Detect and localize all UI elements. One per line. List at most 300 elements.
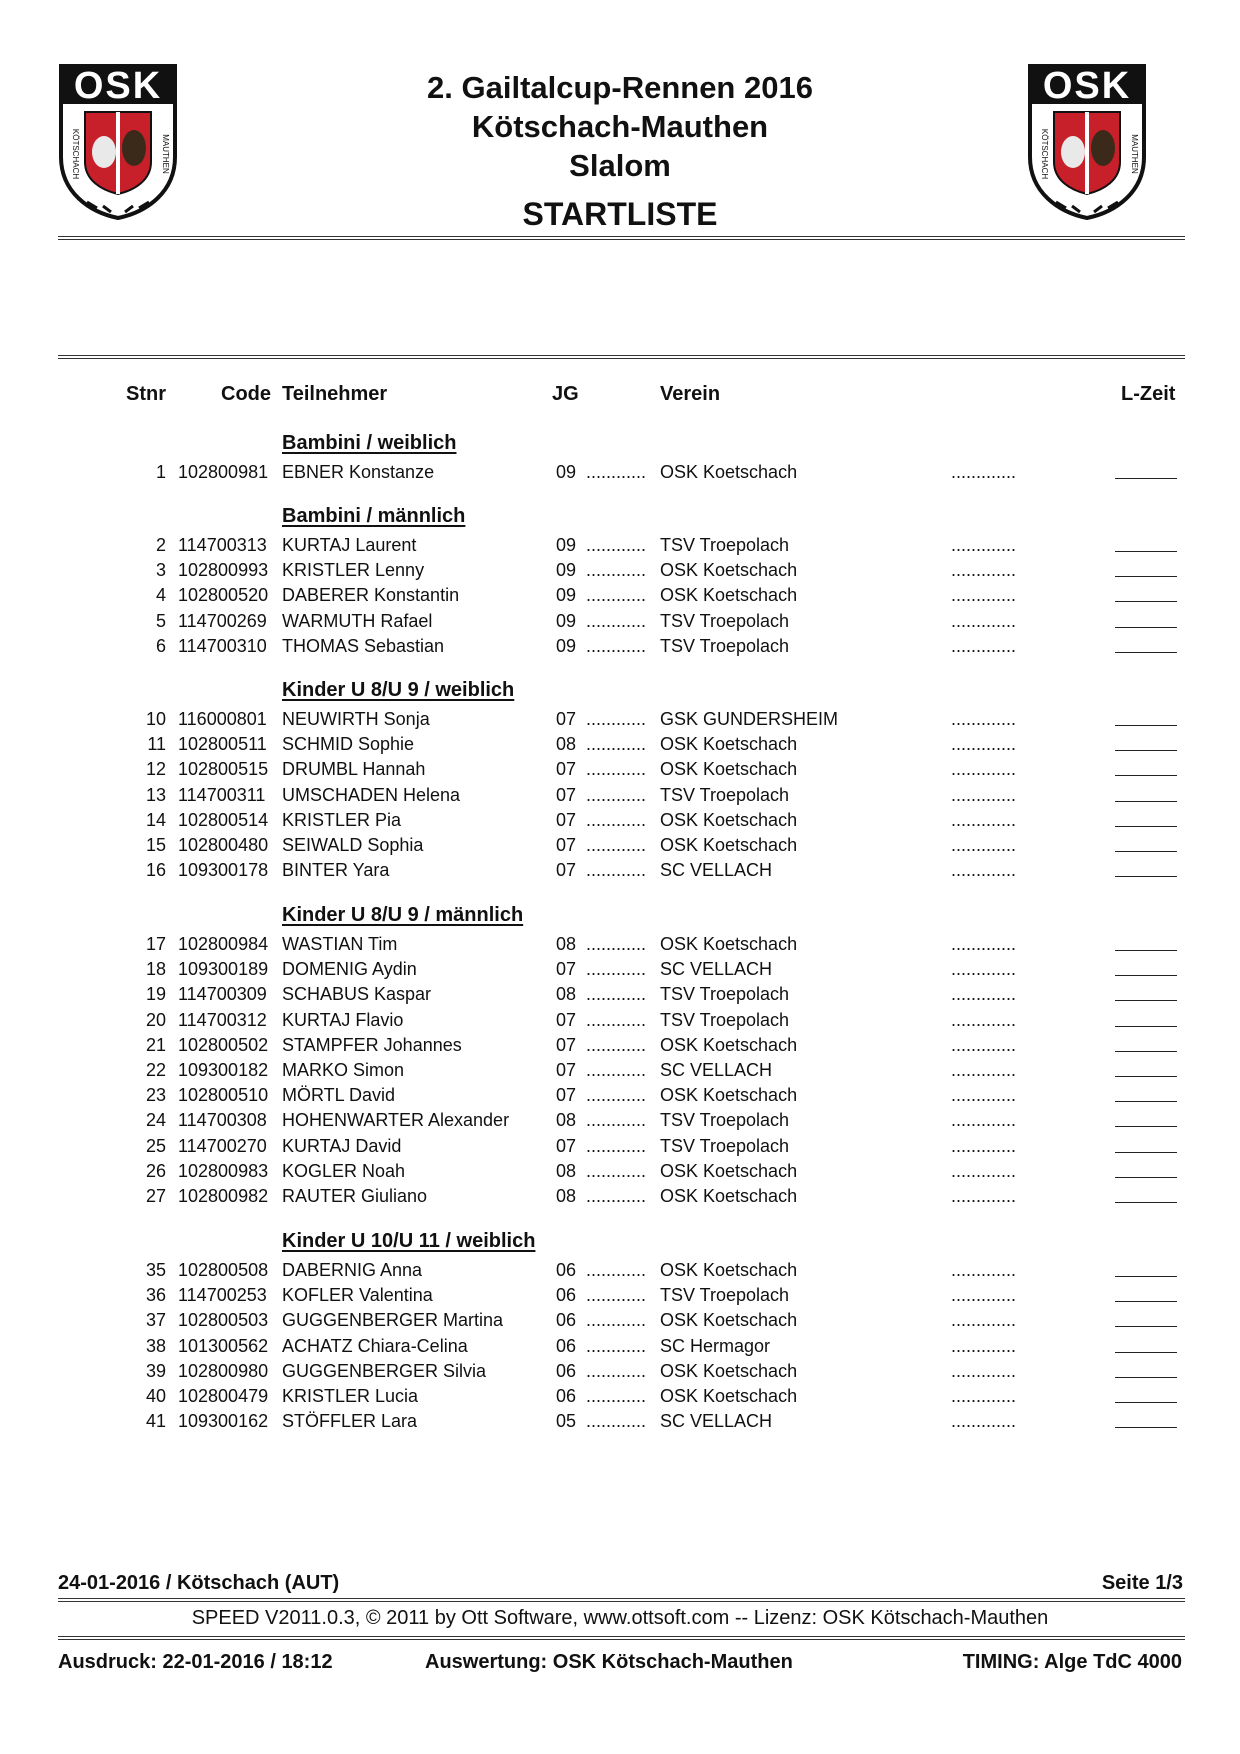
- time-entry-line: [1115, 950, 1177, 951]
- club-name: OSK Koetschach: [660, 759, 798, 780]
- category-heading: Kinder U 8/U 9 / weiblich: [282, 679, 515, 701]
- start-number: 37: [145, 1310, 166, 1331]
- club-name: SC Hermagor: [660, 1335, 771, 1356]
- svg-text:MAUTHEN: MAUTHEN: [1130, 134, 1139, 174]
- time-entry-line: [1115, 1276, 1177, 1277]
- birth-year: 07: [556, 860, 577, 881]
- list-item: [0, 1336, 1240, 1361]
- list-item: [0, 1035, 1240, 1060]
- svg-text:OSK: OSK: [73, 65, 163, 107]
- start-number: 18: [145, 959, 166, 980]
- athlete-name: KOFLER Valentina: [282, 1285, 433, 1306]
- dotted-leader: ............: [586, 1310, 647, 1331]
- club-name: TSV Troepolach: [660, 784, 790, 805]
- club-name: TSV Troepolach: [660, 535, 790, 555]
- dotted-leader: ............: [586, 1085, 647, 1106]
- athlete-name: UMSCHADEN Helena: [282, 784, 461, 805]
- list-item: [0, 1085, 1240, 1110]
- birth-year: 09: [556, 585, 577, 606]
- birth-year: 06: [556, 1310, 577, 1331]
- list-item: [0, 636, 1240, 661]
- footer-divider-bottom: [58, 1636, 1185, 1640]
- time-entry-line: [1115, 478, 1177, 479]
- dotted-leader: ............: [586, 1411, 647, 1432]
- club-name: OSK Koetschach: [660, 585, 798, 606]
- club-name: OSK Koetschach: [660, 560, 798, 581]
- club-name: OSK Koetschach: [660, 1085, 798, 1106]
- athlete-name: SCHMID Sophie: [282, 734, 415, 755]
- athlete-name: MÖRTL David: [282, 1085, 396, 1106]
- athlete-code: 114700270: [178, 1135, 267, 1156]
- dotted-placeholder: .............: [951, 709, 1017, 729]
- time-entry-line: [1115, 826, 1177, 827]
- category-heading: Bambini / männlich: [282, 505, 466, 527]
- table-top-divider: [58, 355, 1185, 359]
- dotted-placeholder: .............: [951, 462, 1017, 482]
- athlete-code: 102800510: [178, 1085, 269, 1106]
- club-name: OSK Koetschach: [660, 1034, 798, 1055]
- list-item: [0, 835, 1240, 860]
- athlete-name: KRISTLER Pia: [282, 809, 402, 830]
- club-crest-logo-right: [1026, 62, 1148, 220]
- time-entry-line: [1115, 1101, 1177, 1102]
- athlete-code: 101300562: [178, 1335, 269, 1356]
- column-header-time: L-Zeit: [1121, 383, 1176, 405]
- birth-year: 07: [556, 959, 577, 980]
- athlete-name: KRISTLER Lenny: [282, 560, 425, 581]
- svg-text:MAUTHEN: MAUTHEN: [161, 134, 170, 174]
- dotted-leader: ............: [586, 560, 647, 581]
- birth-year: 09: [556, 560, 577, 581]
- dotted-leader: ............: [586, 1110, 647, 1131]
- svg-text:OSK: OSK: [1042, 65, 1132, 107]
- athlete-code: 102800503: [178, 1310, 269, 1331]
- dotted-leader: ............: [586, 1009, 647, 1030]
- dotted-leader: ............: [586, 1285, 647, 1306]
- athlete-name: STAMPFER Johannes: [282, 1034, 462, 1055]
- start-number: 40: [145, 1386, 166, 1406]
- event-title: 2. Gailtalcup-Rennen 2016: [427, 70, 813, 105]
- club-name: SC VELLACH: [660, 1411, 773, 1432]
- time-entry-line: [1115, 1152, 1177, 1153]
- athlete-name: SCHABUS Kaspar: [282, 984, 432, 1005]
- start-number: 25: [145, 1135, 166, 1156]
- dotted-leader: ............: [586, 1335, 647, 1356]
- athlete-name: EBNER Konstanze: [282, 462, 435, 482]
- athlete-name: DABERNIG Anna: [282, 1260, 423, 1280]
- list-item: [0, 860, 1240, 885]
- club-name: OSK Koetschach: [660, 1360, 798, 1381]
- athlete-code: 114700269: [178, 610, 267, 631]
- birth-year: 08: [556, 1110, 577, 1131]
- time-entry-line: [1115, 851, 1177, 852]
- document-type: STARTLISTE: [522, 196, 718, 232]
- header-divider: [58, 236, 1185, 240]
- list-item: [0, 810, 1240, 835]
- dotted-placeholder: .............: [951, 784, 1017, 805]
- athlete-code: 114700308: [178, 1110, 267, 1131]
- start-number: 20: [145, 1009, 166, 1030]
- time-entry-line: [1115, 1427, 1177, 1428]
- footer-divider-top: [58, 1598, 1185, 1602]
- athlete-code: 109300162: [178, 1411, 269, 1432]
- dotted-leader: ............: [586, 1034, 647, 1055]
- athlete-name: STÖFFLER Lara: [282, 1411, 418, 1432]
- athlete-name: KURTAJ Flavio: [282, 1009, 404, 1030]
- time-entry-line: [1115, 1177, 1177, 1178]
- list-item: [0, 785, 1240, 810]
- time-entry-line: [1115, 725, 1177, 726]
- athlete-code: 102800982: [178, 1186, 269, 1206]
- dotted-placeholder: .............: [951, 934, 1017, 954]
- athlete-code: 102800480: [178, 835, 269, 855]
- club-name: OSK Koetschach: [660, 835, 798, 855]
- birth-year: 08: [556, 1186, 577, 1206]
- time-entry-line: [1115, 1000, 1177, 1001]
- birth-year: 08: [556, 934, 577, 954]
- start-number: 23: [145, 1085, 166, 1106]
- column-header-stnr: Stnr: [126, 383, 166, 405]
- birth-year: 08: [556, 984, 577, 1005]
- athlete-code: 102800981: [178, 462, 269, 482]
- dotted-leader: ............: [586, 585, 647, 606]
- list-item: [0, 1411, 1240, 1436]
- time-entry-line: [1115, 1076, 1177, 1077]
- start-number: 14: [145, 809, 166, 830]
- dotted-leader: ............: [586, 1160, 647, 1181]
- dotted-leader: ............: [586, 809, 647, 830]
- athlete-name: KURTAJ Laurent: [282, 535, 417, 555]
- start-number: 15: [145, 835, 166, 855]
- athlete-code: 102800514: [178, 809, 269, 830]
- time-entry-line: [1115, 1026, 1177, 1027]
- club-name: OSK Koetschach: [660, 1386, 798, 1406]
- club-crest-logo: [57, 62, 179, 220]
- footer-date-place: 24-01-2016 / Kötschach (AUT): [58, 1572, 340, 1594]
- athlete-name: DOMENIG Aydin: [282, 959, 417, 980]
- list-item: [0, 934, 1240, 959]
- list-item: [0, 1060, 1240, 1085]
- birth-year: 06: [556, 1335, 577, 1356]
- footer-page-number: Seite 1/3: [1101, 1572, 1183, 1594]
- dotted-placeholder: .............: [951, 809, 1017, 830]
- athlete-name: WARMUTH Rafael: [282, 610, 433, 631]
- list-item: [0, 535, 1240, 560]
- athlete-name: RAUTER Giuliano: [282, 1186, 428, 1206]
- time-entry-line: [1115, 750, 1177, 751]
- start-number: 4: [155, 585, 166, 606]
- list-item: [0, 1260, 1240, 1285]
- column-header-name: Teilnehmer: [282, 383, 388, 405]
- start-number: 16: [145, 860, 166, 881]
- start-number: 39: [145, 1360, 166, 1381]
- athlete-code: 114700309: [178, 984, 267, 1005]
- start-number: 2: [155, 535, 166, 555]
- athlete-code: 114700253: [178, 1285, 267, 1306]
- time-entry-line: [1115, 601, 1177, 602]
- birth-year: 09: [556, 610, 577, 631]
- dotted-leader: ............: [586, 734, 647, 755]
- start-number: 3: [155, 560, 166, 581]
- athlete-code: 102800515: [178, 759, 269, 780]
- event-location: Kötschach-Mauthen: [471, 109, 769, 144]
- list-item: [0, 984, 1240, 1009]
- dotted-placeholder: .............: [951, 1160, 1017, 1181]
- time-entry-line: [1115, 627, 1177, 628]
- athlete-code: 102800511: [178, 734, 267, 755]
- list-item: [0, 611, 1240, 636]
- dotted-placeholder: .............: [951, 1009, 1017, 1030]
- footer-timing: TIMING: Alge TdC 4000: [962, 1651, 1182, 1673]
- column-header-jg: JG: [552, 383, 579, 405]
- dotted-placeholder: .............: [951, 1186, 1017, 1206]
- dotted-leader: ............: [586, 759, 647, 780]
- list-item: [0, 1161, 1240, 1186]
- birth-year: 07: [556, 709, 577, 729]
- club-name: OSK Koetschach: [660, 1310, 798, 1331]
- birth-year: 09: [556, 462, 577, 482]
- dotted-placeholder: .............: [951, 1310, 1017, 1331]
- athlete-name: THOMAS Sebastian: [282, 635, 445, 656]
- dotted-placeholder: .............: [951, 1335, 1017, 1356]
- athlete-name: GUGGENBERGER Silvia: [282, 1360, 487, 1381]
- club-name: TSV Troepolach: [660, 1285, 790, 1306]
- club-name: OSK Koetschach: [660, 1186, 798, 1206]
- dotted-placeholder: .............: [951, 860, 1017, 881]
- birth-year: 06: [556, 1260, 577, 1280]
- footer-evaluation: Auswertung: OSK Kötschach-Mauthen: [425, 1651, 793, 1673]
- athlete-name: GUGGENBERGER Martina: [282, 1310, 504, 1331]
- list-item: [0, 1110, 1240, 1135]
- time-entry-line: [1115, 576, 1177, 577]
- time-entry-line: [1115, 775, 1177, 776]
- event-discipline: Slalom: [569, 148, 671, 183]
- dotted-placeholder: .............: [951, 1085, 1017, 1106]
- dotted-placeholder: .............: [951, 1360, 1017, 1381]
- start-number: 13: [145, 784, 166, 805]
- dotted-leader: ............: [586, 1260, 647, 1280]
- athlete-code: 102800508: [178, 1260, 269, 1280]
- club-name: OSK Koetschach: [660, 1160, 798, 1181]
- birth-year: 07: [556, 809, 577, 830]
- dotted-leader: ............: [586, 635, 647, 656]
- start-number: 11: [147, 734, 166, 755]
- club-name: TSV Troepolach: [660, 984, 790, 1005]
- dotted-placeholder: .............: [951, 1260, 1017, 1280]
- list-item: [0, 1186, 1240, 1211]
- athlete-name: BINTER Yara: [282, 860, 390, 881]
- dotted-leader: ............: [586, 1186, 647, 1206]
- dotted-leader: ............: [586, 1386, 647, 1406]
- athlete-name: SEIWALD Sophia: [282, 835, 424, 855]
- dotted-leader: ............: [586, 984, 647, 1005]
- club-name: SC VELLACH: [660, 959, 773, 980]
- list-item: [0, 462, 1240, 487]
- athlete-code: 114700312: [178, 1009, 267, 1030]
- dotted-placeholder: .............: [951, 959, 1017, 980]
- dotted-leader: ............: [586, 934, 647, 954]
- time-entry-line: [1115, 1402, 1177, 1403]
- time-entry-line: [1115, 876, 1177, 877]
- list-item: [0, 1386, 1240, 1411]
- start-number: 24: [145, 1110, 166, 1131]
- dotted-placeholder: .............: [951, 1135, 1017, 1156]
- athlete-name: ACHATZ Chiara-Celina: [282, 1335, 468, 1356]
- dotted-placeholder: .............: [951, 610, 1017, 631]
- club-name: OSK Koetschach: [660, 462, 798, 482]
- birth-year: 07: [556, 784, 577, 805]
- start-number: 12: [145, 759, 166, 780]
- athlete-code: 102800993: [178, 560, 269, 581]
- athlete-code: 114700310: [178, 635, 267, 656]
- club-name: OSK Koetschach: [660, 809, 798, 830]
- category-heading: Bambini / weiblich: [282, 432, 457, 454]
- start-number: 41: [145, 1411, 166, 1432]
- athlete-name: NEUWIRTH Sonja: [282, 709, 430, 729]
- time-entry-line: [1115, 975, 1177, 976]
- birth-year: 09: [556, 635, 577, 656]
- dotted-placeholder: .............: [951, 835, 1017, 855]
- athlete-name: KURTAJ David: [282, 1135, 402, 1156]
- birth-year: 06: [556, 1386, 577, 1406]
- dotted-placeholder: .............: [951, 1411, 1017, 1432]
- start-number: 10: [145, 709, 166, 729]
- athlete-name: DRUMBL Hannah: [282, 759, 426, 780]
- category-heading: Kinder U 8/U 9 / männlich: [282, 904, 524, 926]
- athlete-name: HOHENWARTER Alexander: [282, 1110, 510, 1131]
- dotted-placeholder: .............: [951, 1285, 1017, 1306]
- birth-year: 07: [556, 1085, 577, 1106]
- time-entry-line: [1115, 1326, 1177, 1327]
- club-name: OSK Koetschach: [660, 934, 798, 954]
- list-item: [0, 734, 1240, 759]
- athlete-code: 102800479: [178, 1386, 269, 1406]
- club-name: GSK GUNDERSHEIM: [660, 709, 839, 729]
- dotted-placeholder: .............: [951, 535, 1017, 555]
- start-number: 22: [145, 1060, 166, 1080]
- athlete-code: 116000801: [178, 709, 267, 729]
- list-item: [0, 709, 1240, 734]
- list-item: [0, 585, 1240, 610]
- dotted-leader: ............: [586, 1060, 647, 1080]
- start-number: 21: [145, 1034, 166, 1055]
- birth-year: 07: [556, 1135, 577, 1156]
- list-item: [0, 1010, 1240, 1035]
- start-number: 19: [145, 984, 166, 1005]
- dotted-leader: ............: [586, 1135, 647, 1156]
- club-name: OSK Koetschach: [660, 734, 798, 755]
- athlete-code: 102800980: [178, 1360, 269, 1381]
- club-name: TSV Troepolach: [660, 1009, 790, 1030]
- club-name: TSV Troepolach: [660, 610, 790, 631]
- club-name: SC VELLACH: [660, 1060, 773, 1080]
- dotted-placeholder: .............: [951, 734, 1017, 755]
- footer-printout-time: Ausdruck: 22-01-2016 / 18:12: [58, 1651, 333, 1673]
- time-entry-line: [1115, 801, 1177, 802]
- birth-year: 07: [556, 759, 577, 780]
- athlete-code: 109300178: [178, 860, 269, 881]
- dotted-placeholder: .............: [951, 1386, 1017, 1406]
- club-name: TSV Troepolach: [660, 635, 790, 656]
- birth-year: 09: [556, 535, 577, 555]
- athlete-name: MARKO Simon: [282, 1060, 405, 1080]
- list-item: [0, 1136, 1240, 1161]
- birth-year: 07: [556, 835, 577, 855]
- list-item: [0, 759, 1240, 784]
- athlete-code: 109300189: [178, 959, 269, 980]
- dotted-leader: ............: [586, 959, 647, 980]
- dotted-placeholder: .............: [951, 759, 1017, 780]
- start-number: 17: [145, 934, 166, 954]
- athlete-name: KOGLER Noah: [282, 1160, 406, 1181]
- dotted-leader: ............: [586, 610, 647, 631]
- athlete-code: 102800502: [178, 1034, 269, 1055]
- start-number: 6: [155, 635, 166, 656]
- athlete-name: WASTIAN Tim: [282, 934, 398, 954]
- column-header-code: Code: [221, 383, 271, 405]
- athlete-code: 109300182: [178, 1060, 269, 1080]
- birth-year: 06: [556, 1360, 577, 1381]
- svg-text:KÖTSCHACH: KÖTSCHACH: [1040, 128, 1049, 180]
- athlete-code: 114700311: [178, 784, 266, 805]
- start-number: 5: [155, 610, 166, 631]
- birth-year: 08: [556, 734, 577, 755]
- club-name: TSV Troepolach: [660, 1135, 790, 1156]
- birth-year: 07: [556, 1009, 577, 1030]
- time-entry-line: [1115, 1377, 1177, 1378]
- svg-text:KÖTSCHACH: KÖTSCHACH: [71, 128, 80, 180]
- time-entry-line: [1115, 1352, 1177, 1353]
- start-number: 1: [155, 462, 166, 482]
- column-header-club: Verein: [660, 383, 721, 405]
- category-heading: Kinder U 10/U 11 / weiblich: [282, 1230, 536, 1252]
- athlete-code: 114700313: [178, 535, 267, 555]
- club-name: TSV Troepolach: [660, 1110, 790, 1131]
- time-entry-line: [1115, 1202, 1177, 1203]
- dotted-leader: ............: [586, 462, 647, 482]
- dotted-placeholder: .............: [951, 984, 1017, 1005]
- time-entry-line: [1115, 1126, 1177, 1127]
- birth-year: 08: [556, 1160, 577, 1181]
- athlete-name: DABERER Konstantin: [282, 585, 460, 606]
- list-item: [0, 1310, 1240, 1335]
- start-number: 35: [145, 1260, 166, 1280]
- dotted-placeholder: .............: [951, 635, 1017, 656]
- club-name: SC VELLACH: [660, 860, 773, 881]
- birth-year: 07: [556, 1034, 577, 1055]
- list-item: [0, 959, 1240, 984]
- time-entry-line: [1115, 1301, 1177, 1302]
- birth-year: 07: [556, 1060, 577, 1080]
- list-item: [0, 1285, 1240, 1310]
- athlete-code: 102800983: [178, 1160, 269, 1181]
- club-name: OSK Koetschach: [660, 1260, 798, 1280]
- dotted-placeholder: .............: [951, 560, 1017, 581]
- dotted-leader: ............: [586, 835, 647, 855]
- time-entry-line: [1115, 652, 1177, 653]
- start-number: 38: [145, 1335, 166, 1356]
- list-item: [0, 560, 1240, 585]
- start-number: 36: [145, 1285, 166, 1306]
- dotted-placeholder: .............: [951, 1110, 1017, 1131]
- athlete-name: KRISTLER Lucia: [282, 1386, 419, 1406]
- dotted-leader: ............: [586, 784, 647, 805]
- dotted-leader: ............: [586, 535, 647, 555]
- dotted-placeholder: .............: [951, 1060, 1017, 1080]
- dotted-placeholder: .............: [951, 585, 1017, 606]
- list-item: [0, 1361, 1240, 1386]
- birth-year: 06: [556, 1285, 577, 1306]
